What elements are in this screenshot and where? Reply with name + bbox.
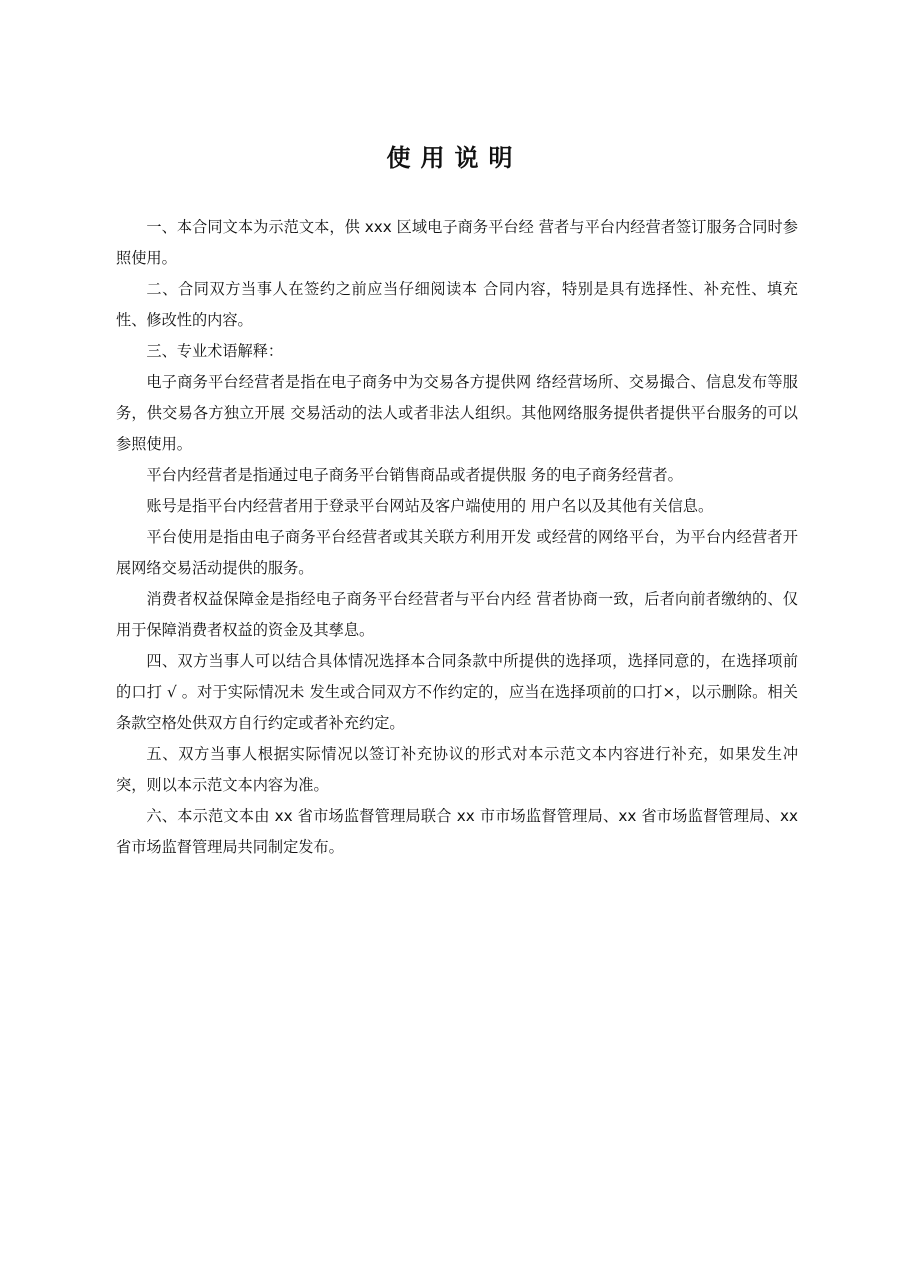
paragraph-9: 四、双方当事人可以结合具体情况选择本合同条款中所提供的选择项，选择同意的，在选择项前的口打 √ 。对于实际情况未 发生或合同双方不作约定的，应当在选择项前的口打×，以示删除。相关条款空格处供双方自行约定或者补充约定。 [116, 652, 798, 732]
paragraph-11: 六、本示范文本由 xx 省市场监督管理局联合 xx 市市场监督管理局、xx 省市场监督管理局、xx 省市场监督管理局共同制定发布。 [116, 807, 798, 856]
paragraph-2: 二、合同双方当事人在签约之前应当仔细阅读本 合同内容，特别是具有选择性、补充性、填充性、修改性的内容。 [116, 280, 798, 329]
paragraph-4: 电子商务平台经营者是指在电子商务中为交易各方提供网 络经营场所、交易撮合、信息发布等服务，供交易各方独立开展 交易活动的法人或者非法人组织。其他网络服务提供者提供平台服务的可以参照使用。 [116, 373, 798, 453]
paragraph-5: 平台内经营者是指通过电子商务平台销售商品或者提供服 务的电子商务经营者。 [146, 466, 683, 484]
paragraph-7: 平台使用是指由电子商务平台经营者或其关联方利用开发 或经营的网络平台，为平台内经营者开展网络交易活动提供的服务。 [116, 528, 798, 577]
paragraph-1: 一、本合同文本为示范文本，供 xxx 区域电子商务平台经 营者与平台内经营者签订服务合同时参照使用。 [116, 218, 798, 267]
paragraph-3: 三、专业术语解释： [146, 342, 284, 360]
document-title: 使用说明 [386, 143, 523, 172]
paragraph-6: 账号是指平台内经营者用于登录平台网站及客户端使用的 用户名以及其他有关信息。 [146, 497, 714, 515]
paragraph-8: 消费者权益保障金是指经电子商务平台经营者与平台内经 营者协商一致，后者向前者缴纳的、仅用于保障消费者权益的资金及其孳息。 [116, 590, 798, 639]
paragraph-10: 五、双方当事人根据实际情况以签订补充协议的形式对本示范文本内容进行补充，如果发生冲突，则以本示范文本内容为准。 [116, 745, 798, 794]
document-body [116, 212, 798, 863]
